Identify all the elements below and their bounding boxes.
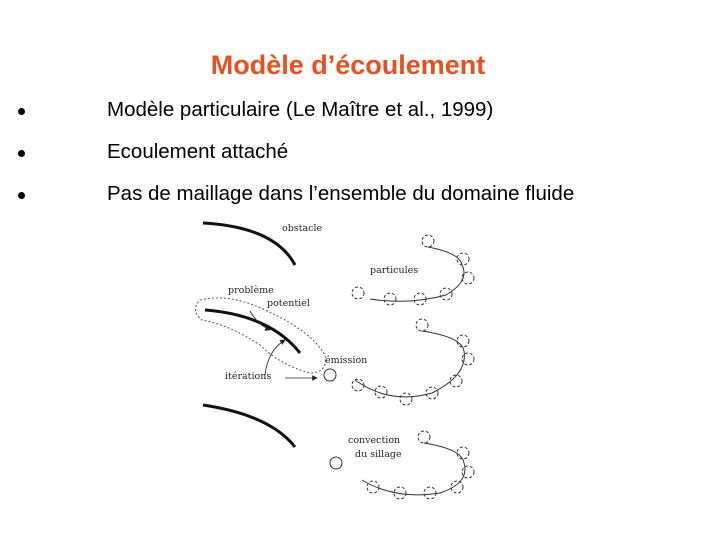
bullet-dot-icon — [18, 192, 25, 199]
label-iterations: itérations — [225, 371, 272, 382]
potential-region-outline — [195, 298, 325, 373]
bullet-dot-icon — [18, 108, 25, 115]
label-potentiel: potentiel — [267, 298, 310, 309]
bullet-text: Ecoulement attaché — [107, 140, 289, 163]
label-probleme: problème — [228, 285, 274, 296]
label-emission: émission — [325, 355, 368, 366]
label-obstacle: obstacle — [282, 223, 323, 234]
slide-title: Modèle d’écoulement — [210, 50, 486, 80]
flow-model-diagram — [170, 215, 490, 500]
label-du-sillage: du sillage — [355, 449, 402, 460]
bullet-dot-icon — [18, 150, 25, 157]
obstacle-curve-bottom — [203, 405, 295, 447]
bullet-text: Modèle particulaire (Le Maître et al., 1999) — [107, 98, 494, 121]
label-particules: particules — [370, 265, 419, 276]
bullet-text: Pas de maillage dans l’ensemble du domaine fluide — [107, 182, 575, 205]
obstacle-curve-middle — [205, 310, 300, 353]
label-convection: convection — [348, 435, 401, 446]
